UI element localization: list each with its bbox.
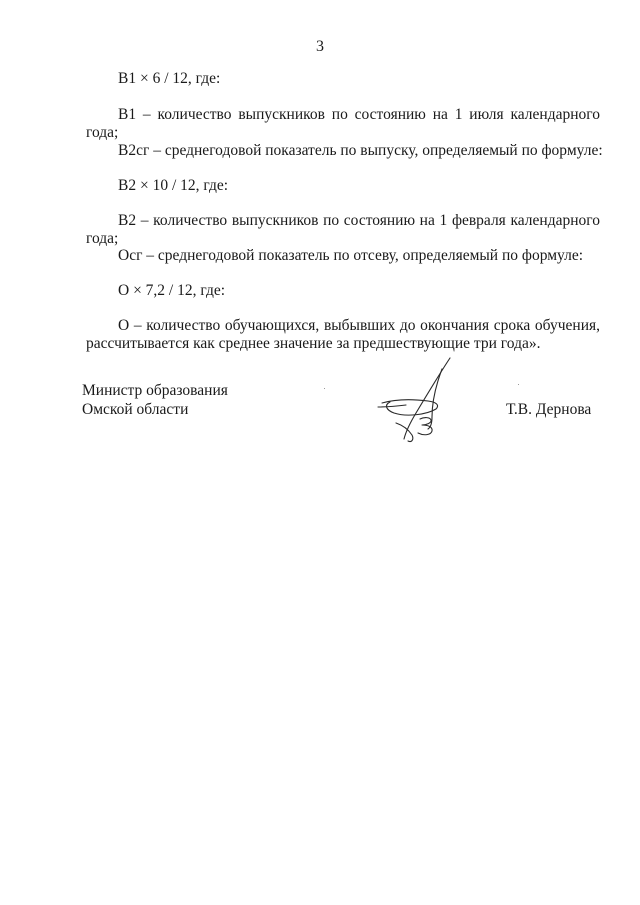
b2-definition-line2: года;: [86, 230, 119, 247]
formula-b1: В1 × 6 / 12, где:: [118, 70, 221, 87]
o-definition-line1: О – количество обучающихся, выбывших до окончания срока обучения,: [118, 317, 600, 334]
handwritten-signature: [376, 355, 466, 447]
ocg-definition: Осг – среднегодовой показатель по отсеву, определяемый по формуле:: [118, 247, 584, 264]
b2cg-definition: В2сг – среднегодовой показатель по выпуску, определяемый по формуле:: [118, 142, 603, 159]
b1-definition-line1: В1 – количество выпускников по состоянию на 1 июля календарного: [118, 106, 600, 123]
formula-b2: В2 × 10 / 12, где:: [118, 177, 229, 194]
signer-position-line1: Министр образования: [82, 382, 228, 399]
signer-name: Т.В. Дернова: [506, 401, 592, 418]
formula-o: О × 7,2 / 12, где:: [118, 282, 226, 299]
b2-definition-line1: В2 – количество выпускников по состоянию на 1 февраля календарного: [118, 212, 600, 229]
o-definition-line2: рассчитывается как среднее значение за предшествующие три года».: [86, 335, 541, 352]
b1-definition-line2: года;: [86, 124, 119, 141]
scan-speck: [518, 384, 519, 385]
page-number: 3: [316, 38, 324, 55]
scan-speck: [324, 388, 325, 389]
signer-position-line2: Омской области: [82, 401, 189, 418]
